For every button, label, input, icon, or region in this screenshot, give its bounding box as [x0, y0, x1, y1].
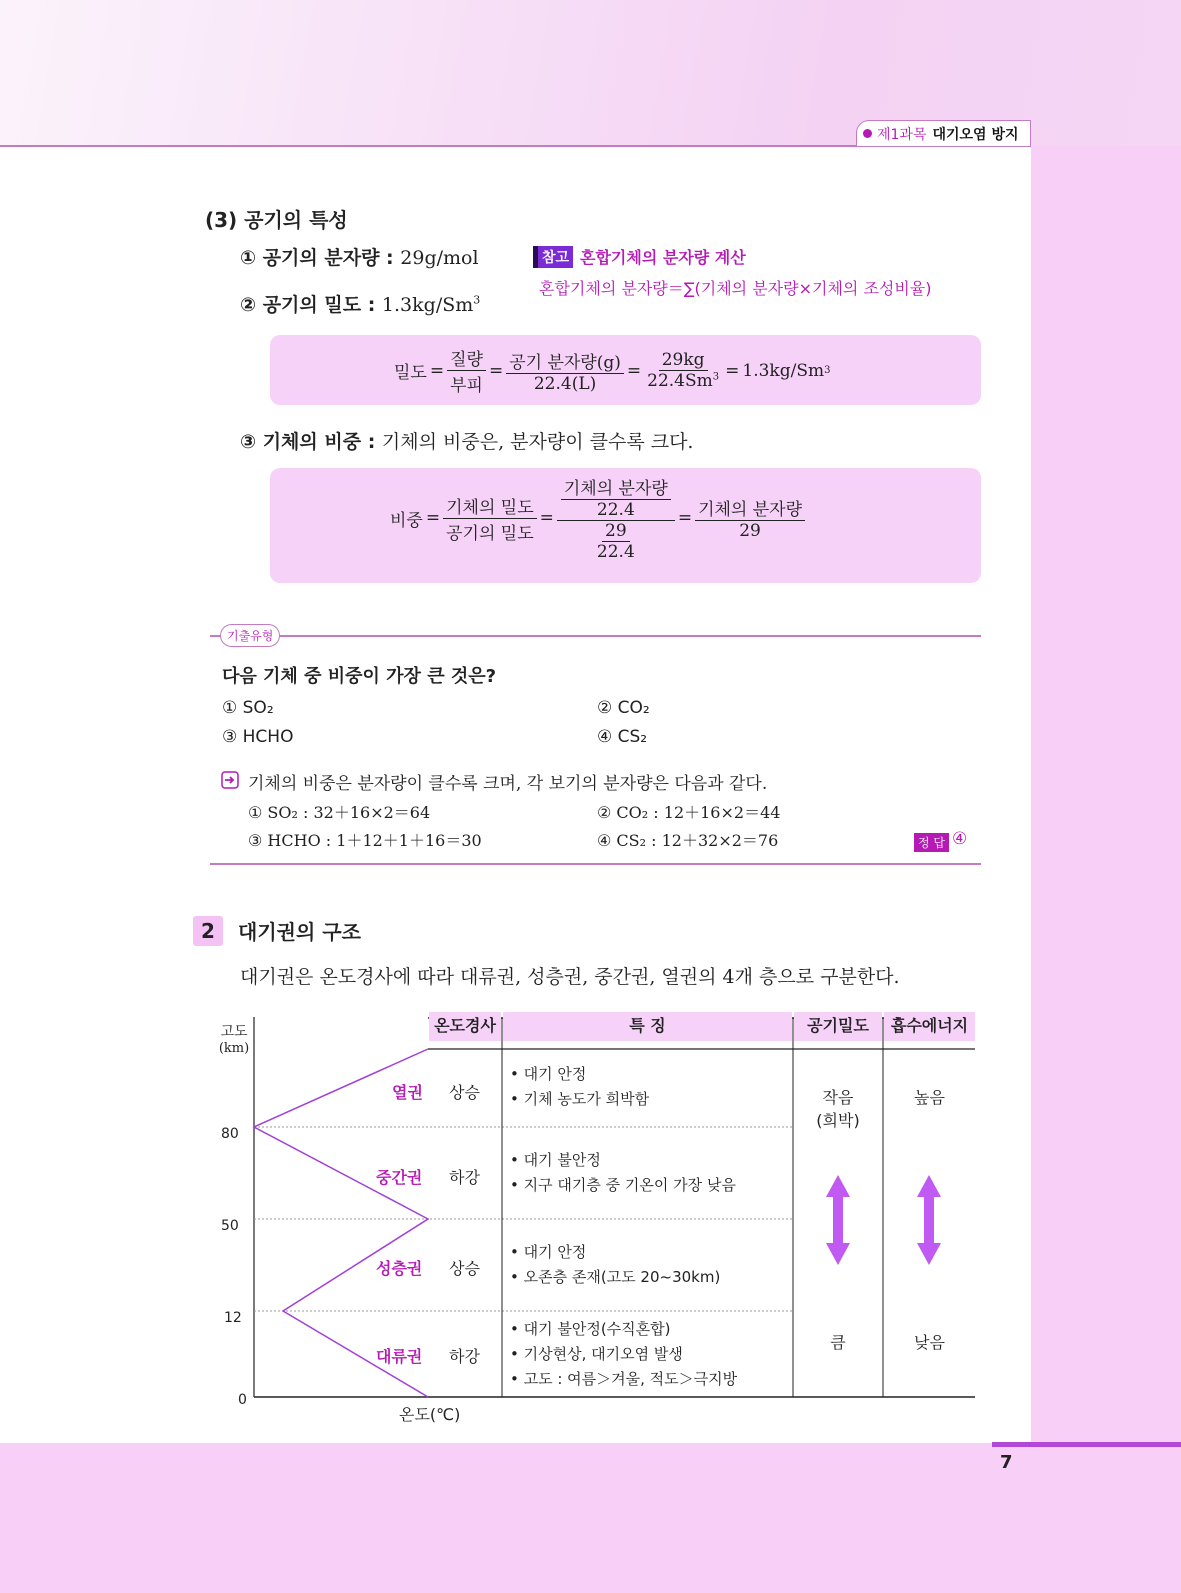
- reference-body: 혼합기체의 분자량＝∑(기체의 분자량×기체의 조성비율): [539, 279, 932, 298]
- exam-option: ② CO₂: [597, 698, 650, 718]
- solution-line: ④ CS₂ : 12＋32×2＝76: [597, 831, 779, 850]
- fraction-density-ratio: $\frac{\text{기체의 밀도}}{\text{공기의 밀도}}$: [443, 493, 537, 544]
- y-tick-label: 12: [224, 1310, 242, 1326]
- fraction-final: $\frac{\text{기체의 분자량}}{29}$: [695, 495, 805, 541]
- energy-bottom: 낮음: [914, 1333, 945, 1352]
- layer-name-troposphere: 대류권: [376, 1347, 423, 1366]
- density-bottom: 큼: [830, 1333, 846, 1352]
- layer-features: • 대기 안정 • 기체 농도가 희박함: [510, 1065, 650, 1108]
- header-gradient: 온도경사: [429, 1012, 501, 1041]
- x-axis-label: 온도(℃): [399, 1405, 461, 1424]
- equals-sign: =: [425, 508, 441, 528]
- solution-line: ③ HCHO : 1＋12＋1＋16＝30: [248, 831, 482, 850]
- layer-trend: 상승: [449, 1259, 480, 1278]
- item-label: ① 공기의 분자량 :: [240, 247, 401, 269]
- section-number: 2: [193, 916, 223, 946]
- item-label: ③ 기체의 비중 :: [240, 431, 382, 453]
- density-top: 작음 (희박): [816, 1088, 860, 1130]
- answer-badge: 정 답: [914, 833, 949, 852]
- solution-line: ② CO₂ : 12＋16×2＝44: [597, 803, 781, 822]
- layer-name-thermosphere: 열권: [392, 1083, 423, 1102]
- exam-question: 다음 기체 중 비중이 가장 큰 것은?: [222, 666, 497, 687]
- reference-title: 혼합기체의 분자량 계산: [580, 248, 746, 267]
- exam-option: ④ CS₂: [597, 727, 648, 747]
- exam-label: 기출유형: [220, 624, 280, 647]
- layer-name-stratosphere: 성층권: [376, 1259, 423, 1278]
- item-value: 1.3kg/Sm: [381, 294, 474, 316]
- equals-sign: =: [539, 508, 554, 528]
- layer-features: • 대기 안정 • 오존층 존재(고도 20~30km): [510, 1243, 721, 1286]
- page-number: 7: [1000, 1452, 1013, 1473]
- equals-sign: =: [429, 360, 445, 381]
- layer-trend: 하강: [449, 1347, 480, 1366]
- y-tick-label: 80: [221, 1126, 239, 1142]
- layer-features: • 대기 불안정 • 지구 대기층 중 기온이 가장 낮음: [510, 1151, 736, 1194]
- section-title: 대기권의 구조: [238, 920, 361, 944]
- fraction-numeric: $\frac{29kg}{22.4Sm^3}$: [647, 350, 720, 391]
- solution-line: ① SO₂ : 32＋16×2＝64: [248, 803, 431, 822]
- header-features: 특 징: [503, 1012, 792, 1041]
- equals-sign: =: [677, 508, 693, 528]
- section-heading: (3) 공기의 특성: [205, 208, 348, 232]
- chapter-title: 대기오염 방지: [932, 126, 1019, 143]
- layer-name-mesosphere: 중간권: [376, 1168, 423, 1187]
- item-value: 기체의 비중은, 분자량이 클수록 크다.: [381, 431, 694, 453]
- solution-intro: 기체의 비중은 분자량이 클수록 크며, 각 보기의 분자량은 다음과 같다.: [248, 774, 768, 794]
- answer-value: ④: [952, 829, 968, 849]
- exam-option: ① SO₂: [222, 698, 274, 718]
- layer-trend: 상승: [449, 1083, 480, 1102]
- fraction-molecular-weight: $\frac{\text{공기 분자량(g)}}{22.4(L)}$: [506, 348, 624, 394]
- item-label: ② 공기의 밀도 :: [240, 294, 382, 316]
- density-arrow-icon: [826, 1175, 850, 1265]
- formula-result: 1.3kg/Sm: [742, 360, 825, 381]
- item-exponent: 3: [473, 293, 481, 307]
- y-tick-label: 0: [238, 1392, 247, 1408]
- fraction-mass-volume: $\frac{\text{질량}}{\text{부피}}$: [447, 345, 486, 396]
- reference-badge: 참고: [533, 246, 573, 268]
- energy-arrow-icon: [917, 1175, 941, 1265]
- fraction-compound: $\frac{\frac{\text{기체의 분자량}}{22.4}}{\frac{29}{22.4}}$: [557, 474, 675, 562]
- equals-sign: =: [626, 360, 642, 381]
- chapter-subject: 제1과목: [877, 126, 927, 143]
- equals-sign: =: [488, 360, 504, 381]
- section-description: 대기권은 온도경사에 따라 대류권, 성층권, 중간권, 열권의 4개 층으로 구분한다.: [240, 966, 900, 988]
- header-energy: 흡수에너지: [884, 1012, 975, 1041]
- y-axis-label: 고도 (km): [218, 1024, 250, 1056]
- equals-sign: =: [725, 360, 740, 381]
- layer-trend: 하강: [449, 1168, 480, 1187]
- formula-result-exponent: 3: [824, 365, 831, 376]
- layer-features: • 대기 불안정(수직혼합) • 기상현상, 대기오염 발생 • 고도 : 여름＞겨울, 적도＞극지방: [510, 1320, 738, 1388]
- item-value: 29g/mol: [400, 247, 479, 269]
- y-tick-label: 50: [221, 1218, 239, 1234]
- formula-lhs: 비중: [390, 510, 423, 531]
- formula-lhs: 밀도: [394, 363, 427, 383]
- energy-top: 높음: [914, 1088, 945, 1107]
- exam-option: ③ HCHO: [222, 727, 294, 747]
- header-density: 공기밀도: [794, 1012, 882, 1041]
